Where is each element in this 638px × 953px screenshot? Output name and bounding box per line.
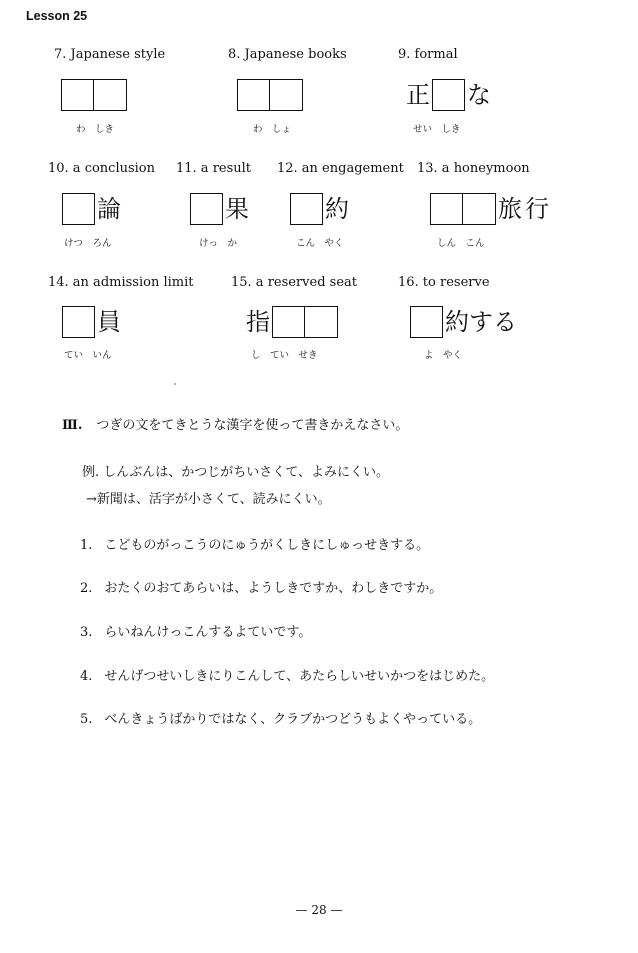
question-number: 2.: [80, 581, 93, 596]
question-text: べんきょうばかりではなく、クラブかつどうもよくやっている。: [104, 712, 482, 727]
item-14-label: 14. an admission limit: [48, 275, 194, 290]
question-text: らいねんけっこんするよていです。: [104, 625, 312, 640]
item-13-label: 13. a honeymoon: [417, 161, 530, 176]
item-8-answer: [237, 79, 303, 111]
item-7-label: 7. Japanese style: [54, 47, 166, 62]
item-16-answer: [410, 306, 519, 338]
item-16-reading: よ やく: [424, 350, 463, 361]
given-kanji: 員: [97, 308, 121, 336]
answer-box[interactable]: [432, 79, 465, 111]
question-5: [80, 708, 481, 727]
given-kanji: 指: [246, 308, 270, 336]
item-7-answer: [61, 79, 127, 111]
answer-box[interactable]: [62, 193, 95, 225]
item-13-answer: [430, 193, 554, 225]
lesson-heading: Lesson 25: [26, 9, 88, 23]
item-7-reading: わ しき: [76, 124, 115, 135]
given-kanji: 約: [325, 195, 349, 223]
section-3-instruction: [62, 414, 408, 433]
given-kanji: 論: [97, 195, 121, 223]
item-15-label: 15. a reserved seat: [231, 275, 358, 290]
given-kanji: 約する: [445, 308, 517, 336]
answer-box[interactable]: [270, 79, 303, 111]
answer-box[interactable]: [290, 193, 323, 225]
question-1: [80, 534, 429, 553]
answer-box[interactable]: [61, 79, 94, 111]
item-8-label: 8. Japanese books: [228, 47, 347, 62]
item-9-reading: せい しき: [413, 124, 461, 135]
item-13-reading: しん こん: [437, 238, 485, 249]
question-number: 1.: [80, 538, 93, 553]
item-16-label: 16. to reserve: [398, 275, 490, 290]
answer-box[interactable]: [272, 306, 305, 338]
answer-box[interactable]: [463, 193, 496, 225]
question-text: おたくのおてあらいは、ようしきですか、わしきですか。: [104, 581, 443, 596]
stray-mark: [174, 383, 176, 385]
item-11-answer: [190, 193, 251, 225]
given-kanji: な: [467, 81, 491, 109]
item-11-label: 11. a result: [176, 161, 252, 176]
item-14-reading: てい いん: [64, 350, 112, 361]
item-9-answer: [404, 79, 493, 111]
example-answer: →新聞は、活字が小さくて、読みにくい。: [86, 492, 331, 507]
item-10-reading: けつ ろん: [64, 238, 112, 249]
question-4: [80, 665, 494, 684]
example-sentence: 例. しんぶんは、かつじがちいさくて、よみにくい。: [82, 465, 390, 480]
answer-box[interactable]: [430, 193, 463, 225]
answer-box[interactable]: [190, 193, 223, 225]
question-number: 3.: [80, 625, 93, 640]
item-14-answer: [62, 306, 123, 338]
question-number: 5.: [80, 712, 93, 727]
instruction-text: つぎの文をてきとうな漢字を使って書きかえなさい。: [96, 418, 409, 433]
item-8-reading: わ しょ: [253, 124, 292, 135]
section-numeral: Ⅲ.: [62, 418, 83, 433]
answer-box[interactable]: [94, 79, 127, 111]
item-10-answer: [62, 193, 123, 225]
answer-box[interactable]: [62, 306, 95, 338]
question-number: 4.: [80, 669, 93, 684]
question-text: せんげつせいしきにりこんして、あたらしいせいかつをはじめた。: [104, 669, 495, 684]
item-9-label: 9. formal: [398, 47, 458, 62]
page-number: — 28 —: [295, 903, 343, 917]
item-12-reading: こん やく: [296, 238, 344, 249]
item-10-label: 10. a conclusion: [48, 161, 156, 176]
given-kanji: 旅行: [498, 195, 552, 223]
question-text: こどものがっこうのにゅうがくしきにしゅっせきする。: [104, 538, 430, 553]
answer-box[interactable]: [237, 79, 270, 111]
answer-box[interactable]: [305, 306, 338, 338]
item-15-reading: し てい せき: [251, 350, 318, 361]
question-2: [80, 577, 442, 596]
given-kanji: 果: [225, 195, 249, 223]
item-11-reading: けっ か: [199, 238, 238, 249]
question-3: [80, 621, 311, 640]
given-kanji: 正: [406, 81, 430, 109]
item-15-answer: [244, 306, 338, 338]
answer-box[interactable]: [410, 306, 443, 338]
item-12-label: 12. an engagement: [277, 161, 404, 176]
item-12-answer: [290, 193, 351, 225]
